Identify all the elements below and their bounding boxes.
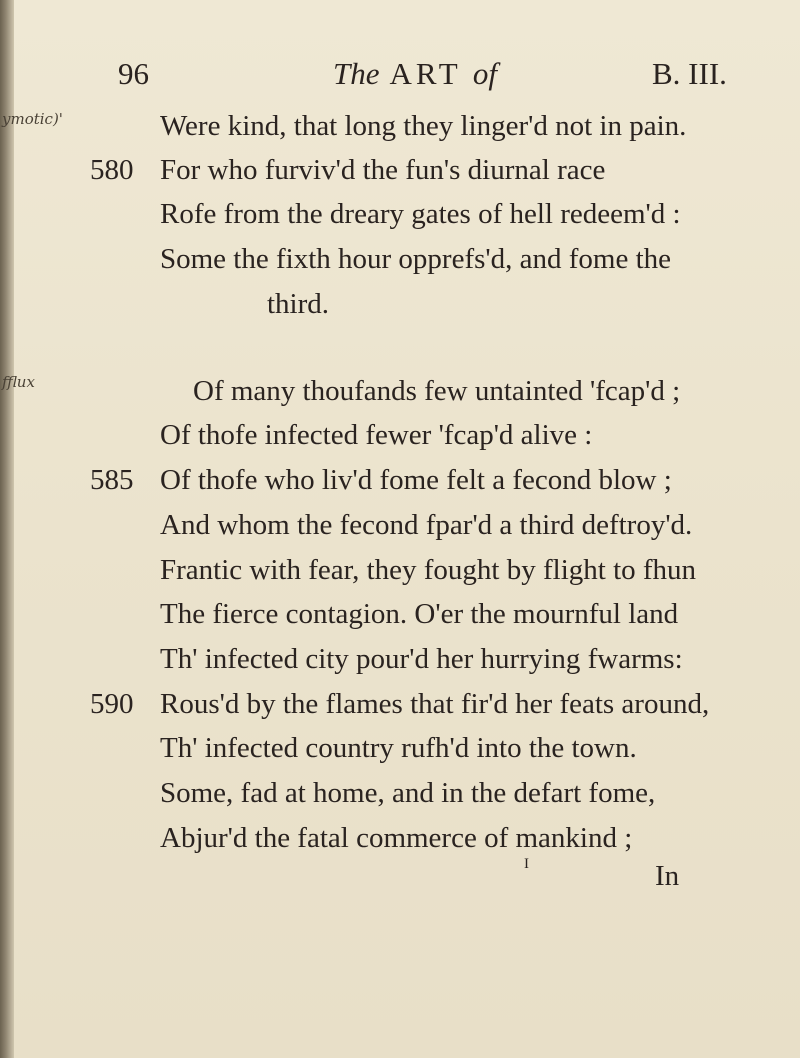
verse-text: Frantic with fear, they fought by flight to fhun	[160, 554, 697, 586]
verse-text: Abjur'd the fatal commerce of mankind ;	[160, 822, 633, 854]
verse-text: And whom the fecond fpar'd a third deftroy'd.	[160, 509, 693, 541]
verse-text: Th' infected country rufh'd into the town.	[160, 732, 637, 764]
verse-text: For who furviv'd the fun's diurnal race	[160, 154, 606, 186]
page-gutter-shadow	[0, 0, 14, 1058]
margin-note-handwritten: ymotic)'	[2, 110, 63, 128]
verse-text: Were kind, that long they linger'd not in pain.	[160, 110, 687, 142]
title-prefix: The	[333, 56, 380, 91]
line-number: 585	[90, 464, 134, 496]
book-number: B. III.	[652, 56, 727, 91]
margin-note-handwritten: fflux	[2, 373, 35, 391]
line-number: 590	[90, 688, 134, 720]
verse-text: Of thofe who liv'd fome felt a fecond blow ;	[160, 464, 672, 496]
catchword: In	[655, 860, 680, 892]
verse-text: Rous'd by the flames that fir'd her feats around,	[160, 688, 710, 720]
line-number: 580	[90, 154, 134, 186]
verse-text: Rofe from the dreary gates of hell redeem'd :	[160, 198, 681, 230]
verse-text: Some the fixth hour opprefs'd, and fome the	[160, 243, 671, 275]
verse-text: Some, fad at home, and in the defart fome,	[160, 777, 656, 809]
verse-text: Of thofe infected fewer 'fcap'd alive :	[160, 419, 593, 451]
title-main: ART	[389, 56, 462, 91]
title-of: of	[472, 56, 497, 91]
page-number: 96	[118, 56, 149, 91]
verse-text: Th' infected city pour'd her hurrying fwarms:	[160, 643, 683, 675]
verse-text: The fierce contagion. O'er the mournful land	[160, 598, 679, 630]
signature-mark: I	[524, 856, 529, 872]
verse-text: Of many thoufands few untainted 'fcap'd ;	[193, 375, 681, 407]
running-title	[333, 56, 497, 92]
verse-text: third.	[267, 288, 330, 320]
running-header	[0, 48, 800, 98]
